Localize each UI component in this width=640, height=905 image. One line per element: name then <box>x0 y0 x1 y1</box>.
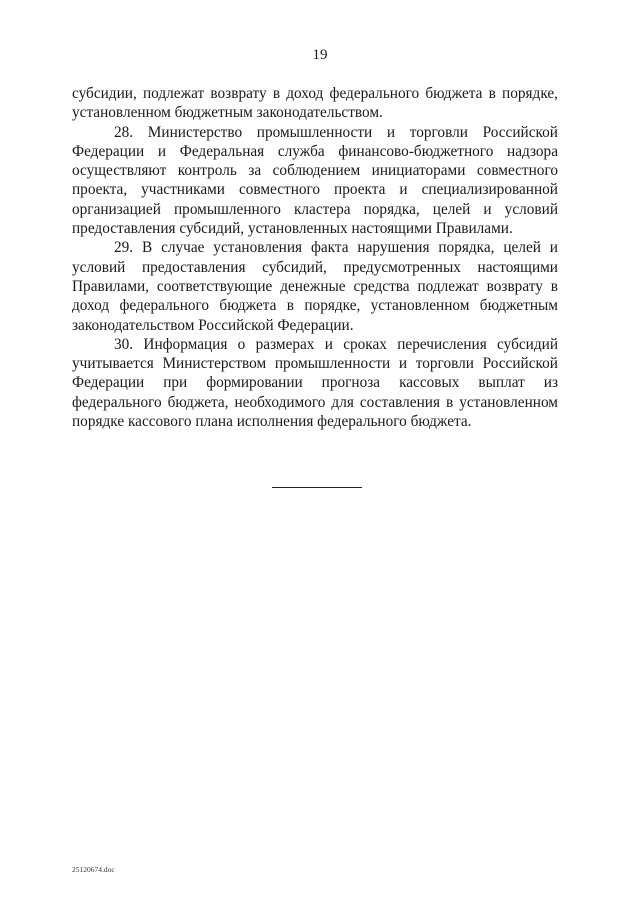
paragraph-29: 29. В случае установления факта нарушения порядка, целей и условий предоставления субсидий, предусмотренных настоящими Правилами, соответствующие денежные средства подлежат возврату в доход федерального бюджета в порядке, установленном бюджетным законодательством Российской Федерации. <box>72 239 558 334</box>
body-text <box>72 84 558 431</box>
paragraph-continuation: субсидии, подлежат возврату в доход федерального бюджета в порядке, установленном бюджетным законодательством. <box>72 85 558 122</box>
page-number: 19 <box>312 47 328 63</box>
paragraph-28: 28. Министерство промышленности и торговли Российской Федерации и Федеральная служба финансово-бюджетного надзора осуществляют контроль за соблюдением инициаторами совместного проекта, участниками совместного проекта и специализированной организацией промышленного кластера порядка, целей и условий предоставления субсидий, установленных настоящими Правилами. <box>72 123 558 238</box>
end-separator-line <box>272 487 362 488</box>
document-file-id: 25120674.doc <box>72 865 115 874</box>
paragraph-30: 30. Информация о размерах и сроках перечисления субсидий учитывается Министерством промышленности и торговли Российской Федерации при формировании прогноза кассовых выплат из федерального бюджета, необходимого для составления в установленном порядке кассового плана исполнения федерального бюджета. <box>72 335 558 431</box>
